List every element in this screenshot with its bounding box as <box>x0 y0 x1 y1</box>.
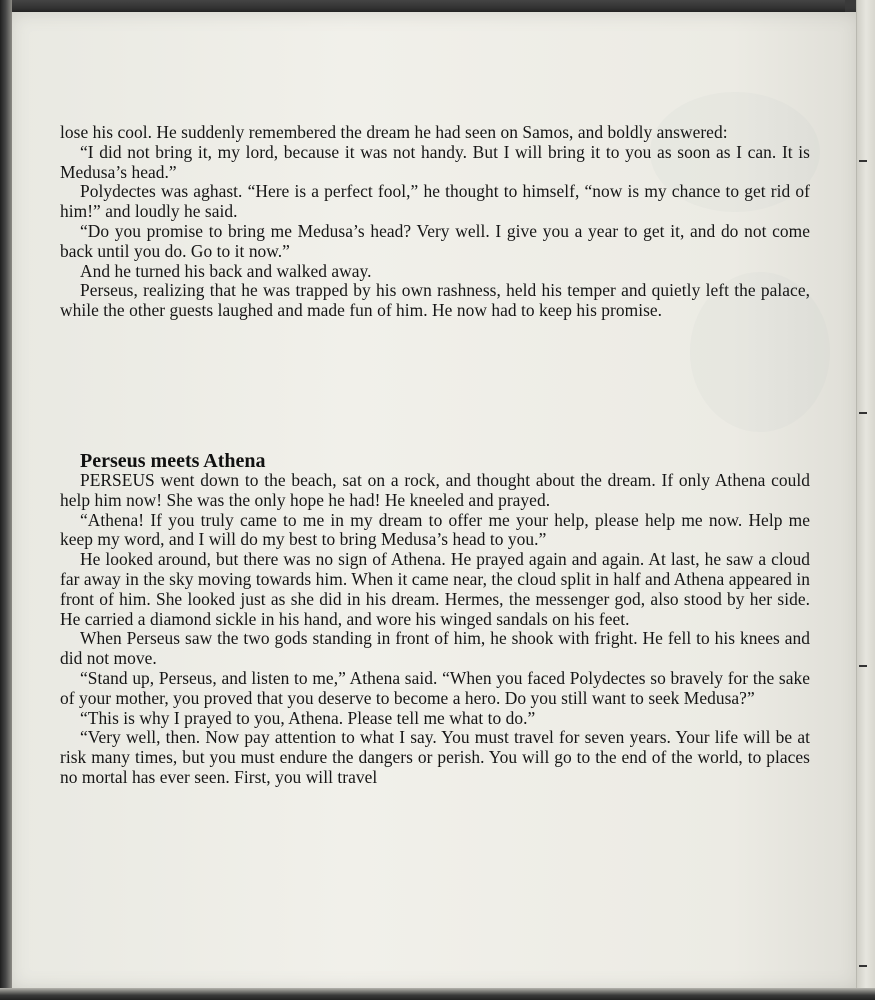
page-edge-tick <box>859 412 867 414</box>
paragraph: “Very well, then. Now pay attention to what I say. You must travel for seven years. Your life will be at risk many times, but you must endure the dangers or perish. You will go to the end of the world, to places no mortal has ever seen. First, you will travel <box>60 727 810 787</box>
right-page-edge <box>856 0 875 1000</box>
bottom-dark-edge <box>0 988 875 1000</box>
paragraph: PERSEUS went down to the beach, sat on a rock, and thought about the dream. If only Athena could help him now! She was the only hope he had! He kneeled and prayed. <box>60 470 810 510</box>
paragraph: “This is why I prayed to you, Athena. Please tell me what to do.” <box>80 707 536 728</box>
paragraph: “Athena! If you truly came to me in my dream to offer me your help, please help me now. Help me keep my word, and I will do my best to bring Medusa’s head to you.” <box>60 509 810 550</box>
top-dark-edge <box>0 0 875 12</box>
story-text-section <box>60 471 810 788</box>
page-edge-tick <box>859 965 867 967</box>
paragraph: “Stand up, Perseus, and listen to me,” Athena said. “When you faced Polydectes so bravely for the sake of your mother, you proved that you deserve to become a hero. Do you still want to seek Medusa?” <box>60 667 810 708</box>
paragraph: And he turned his back and walked away. <box>80 260 372 281</box>
paragraph: When Perseus saw the two gods standing in front of him, he shook with fright. He fell to his knees and did not move. <box>60 628 810 669</box>
paragraph: Perseus, realizing that he was trapped by his own rashness, held his temper and quietly left the palace, while the other guests laughed and made fun of him. He now had to keep his promise. <box>60 280 810 321</box>
paragraph: He looked around, but there was no sign of Athena. He prayed again and again. At last, he saw a cloud far away in the sky moving towards him. When it came near, the cloud split in half and Athena appeared in front of him. She looked just as she did in his dream. Hermes, the messenger god, also stood by her side. He carried a diamond sickle in his hand, and wore his winged sandals on his feet. <box>60 549 810 629</box>
section-heading: Perseus meets Athena <box>80 450 266 472</box>
paragraph: “Do you promise to bring me Medusa’s head? Very well. I give you a year to get it, and do not come back until you do. Go to it now.” <box>60 220 810 261</box>
page-edge-tick <box>859 665 867 667</box>
story-text-top <box>60 123 810 321</box>
paragraph: lose his cool. He suddenly remembered the dream he had seen on Samos, and boldly answered: <box>60 122 728 142</box>
paragraph: Polydectes was aghast. “Here is a perfect fool,” he thought to himself, “now is my chance to get rid of him!” and loudly he said. <box>60 181 810 222</box>
page-edge-tick <box>859 160 867 162</box>
paragraph: “I did not bring it, my lord, because it was not handy. But I will bring it to you as soon as I can. It is Medusa’s head.” <box>60 141 810 182</box>
book-binding-edge <box>0 0 12 1000</box>
